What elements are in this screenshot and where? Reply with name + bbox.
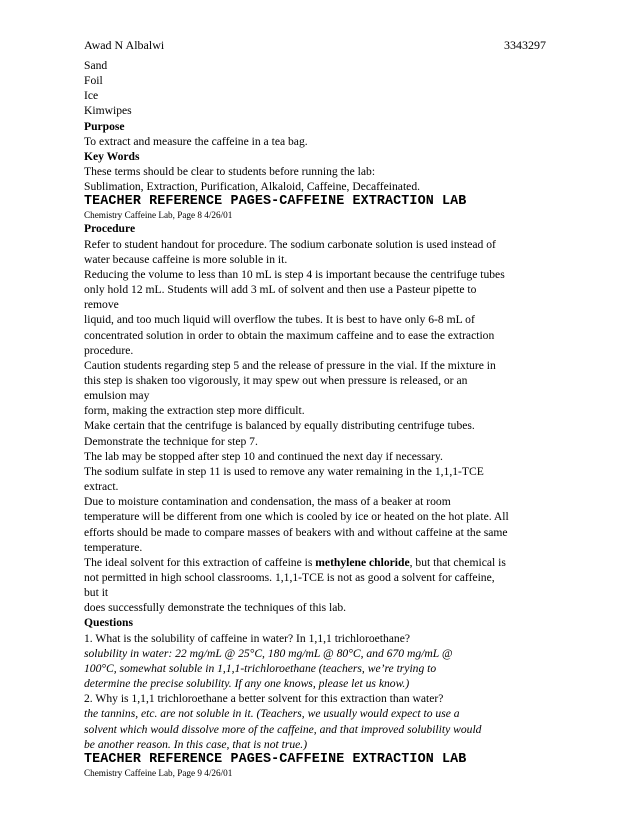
procedure-line: only hold 12 mL. Students will add 3 mL of solvent and then use a Pasteur pipette to [84, 283, 477, 297]
procedure-line: water because caffeine is more soluble in it. [84, 252, 288, 266]
procedure-line: emulsion may [84, 389, 150, 403]
solvent-name: methylene chloride [315, 555, 410, 569]
answer-2-line: solvent which would dissolve more of the caffeine, and that improved solubility would [84, 722, 482, 736]
procedure-line: The lab may be stopped after step 10 and continued the next day if necessary. [84, 449, 443, 463]
id-number: 3343297 [504, 38, 546, 52]
procedure-heading: Procedure [84, 222, 136, 236]
section-title: TEACHER REFERENCE PAGES-CAFFEINE EXTRACTION LAB [84, 751, 467, 767]
material-item: Sand [84, 59, 108, 72]
procedure-line: Demonstrate the technique for step 7. [84, 434, 258, 448]
materials-list [84, 58, 546, 119]
section-subtitle: Chemistry Caffeine Lab, Page 9 4/26/01 [84, 767, 233, 778]
section-title: TEACHER REFERENCE PAGES-CAFFEINE EXTRACTION LAB [84, 194, 467, 210]
procedure-line: procedure. [84, 343, 134, 357]
procedure-line: temperature will be different from one which is cooled by ice or heated on the hot plate. All [84, 510, 509, 524]
procedure-line: remove [84, 298, 119, 312]
procedure-line: form, making the extraction step more difficult. [84, 404, 305, 418]
purpose-heading: Purpose [84, 119, 125, 133]
procedure-line: concentrated solution in order to obtain the maximum caffeine and to ease the extraction [84, 328, 495, 342]
answer-1-line: determine the precise solubility. If any one knows, please let us know.) [84, 677, 410, 691]
procedure-line: Reducing the volume to less than 10 mL is step 4 is important because the centrifuge tubes [84, 267, 505, 281]
answer-1-line: 100°C, somewhat soluble in 1,1,1-trichloroethane (teachers, we’re trying to [84, 661, 437, 675]
procedure-line: Due to moisture contamination and condensation, the mass of a beaker at room [84, 495, 451, 509]
procedure-line: not permitted in high school classrooms. 1,1,1-TCE is not as good a solvent for caffeine, [84, 571, 495, 584]
procedure-line: Caution students regarding step 5 and the release of pressure in the vial. If the mixture in [84, 358, 496, 372]
procedure-line: but it [84, 586, 109, 600]
author-name: Awad N Albalwi [84, 38, 165, 52]
procedure-line: Make certain that the centrifuge is balanced by equally distributing centrifuge tubes. [84, 419, 475, 433]
questions-heading: Questions [84, 616, 133, 630]
key-words-heading: Key Words [84, 149, 140, 163]
answer-1-line: solubility in water: 22 mg/mL @ 25°C, 180 mg/mL @ 80°C, and 670 mg/mL @ [84, 646, 453, 660]
answer-2-line: be another reason. In this case, that is not true.) [84, 737, 308, 751]
material-item: Ice [84, 89, 99, 103]
procedure-line: temperature. [84, 540, 143, 554]
procedure-line: efforts should be made to compare masses of beakers with and without caffeine at the same [84, 525, 508, 539]
material-item: Foil [84, 74, 103, 88]
procedure-line: does successfully demonstrate the techniques of this lab. [84, 601, 347, 615]
answer-2-line: the tannins, etc. are not soluble in it. (Teachers, we usually would expect to use a [84, 707, 460, 721]
question-1: 1. What is the solubility of caffeine in water? In 1,1,1 trichloroethane? [84, 631, 411, 645]
procedure-body [84, 237, 546, 616]
procedure-line: liquid, and too much liquid will overflow the tubes. It is best to have only 6-8 mL of [84, 313, 475, 327]
material-item: Kimwipes [84, 104, 132, 118]
document-page [84, 38, 546, 779]
solvent-line [84, 555, 546, 570]
page-header [84, 38, 546, 58]
purpose-text: To extract and measure the caffeine in a tea bag. [84, 134, 308, 148]
procedure-line: extract. [84, 480, 119, 494]
procedure-line: this step is shaken too vigorously, it may spew out when pressure is released, or an [84, 373, 468, 387]
key-words-list: Sublimation, Extraction, Purification, Alkaloid, Caffeine, Decaffeinated. [84, 180, 421, 194]
solvent-text-post: , but that chemical is [409, 555, 506, 569]
procedure-line: The sodium sulfate in step 11 is used to remove any water remaining in the 1,1,1-TCE [84, 464, 484, 478]
section-subtitle: Chemistry Caffeine Lab, Page 8 4/26/01 [84, 210, 233, 221]
key-words-intro: These terms should be clear to students before running the lab: [84, 165, 376, 179]
question-2: 2. Why is 1,1,1 trichloroethane a better solvent for this extraction than water? [84, 692, 444, 706]
solvent-text-pre: The ideal solvent for this extraction of caffeine is [84, 555, 316, 569]
procedure-line: Refer to student handout for procedure. The sodium carbonate solution is used instead of [84, 237, 496, 251]
